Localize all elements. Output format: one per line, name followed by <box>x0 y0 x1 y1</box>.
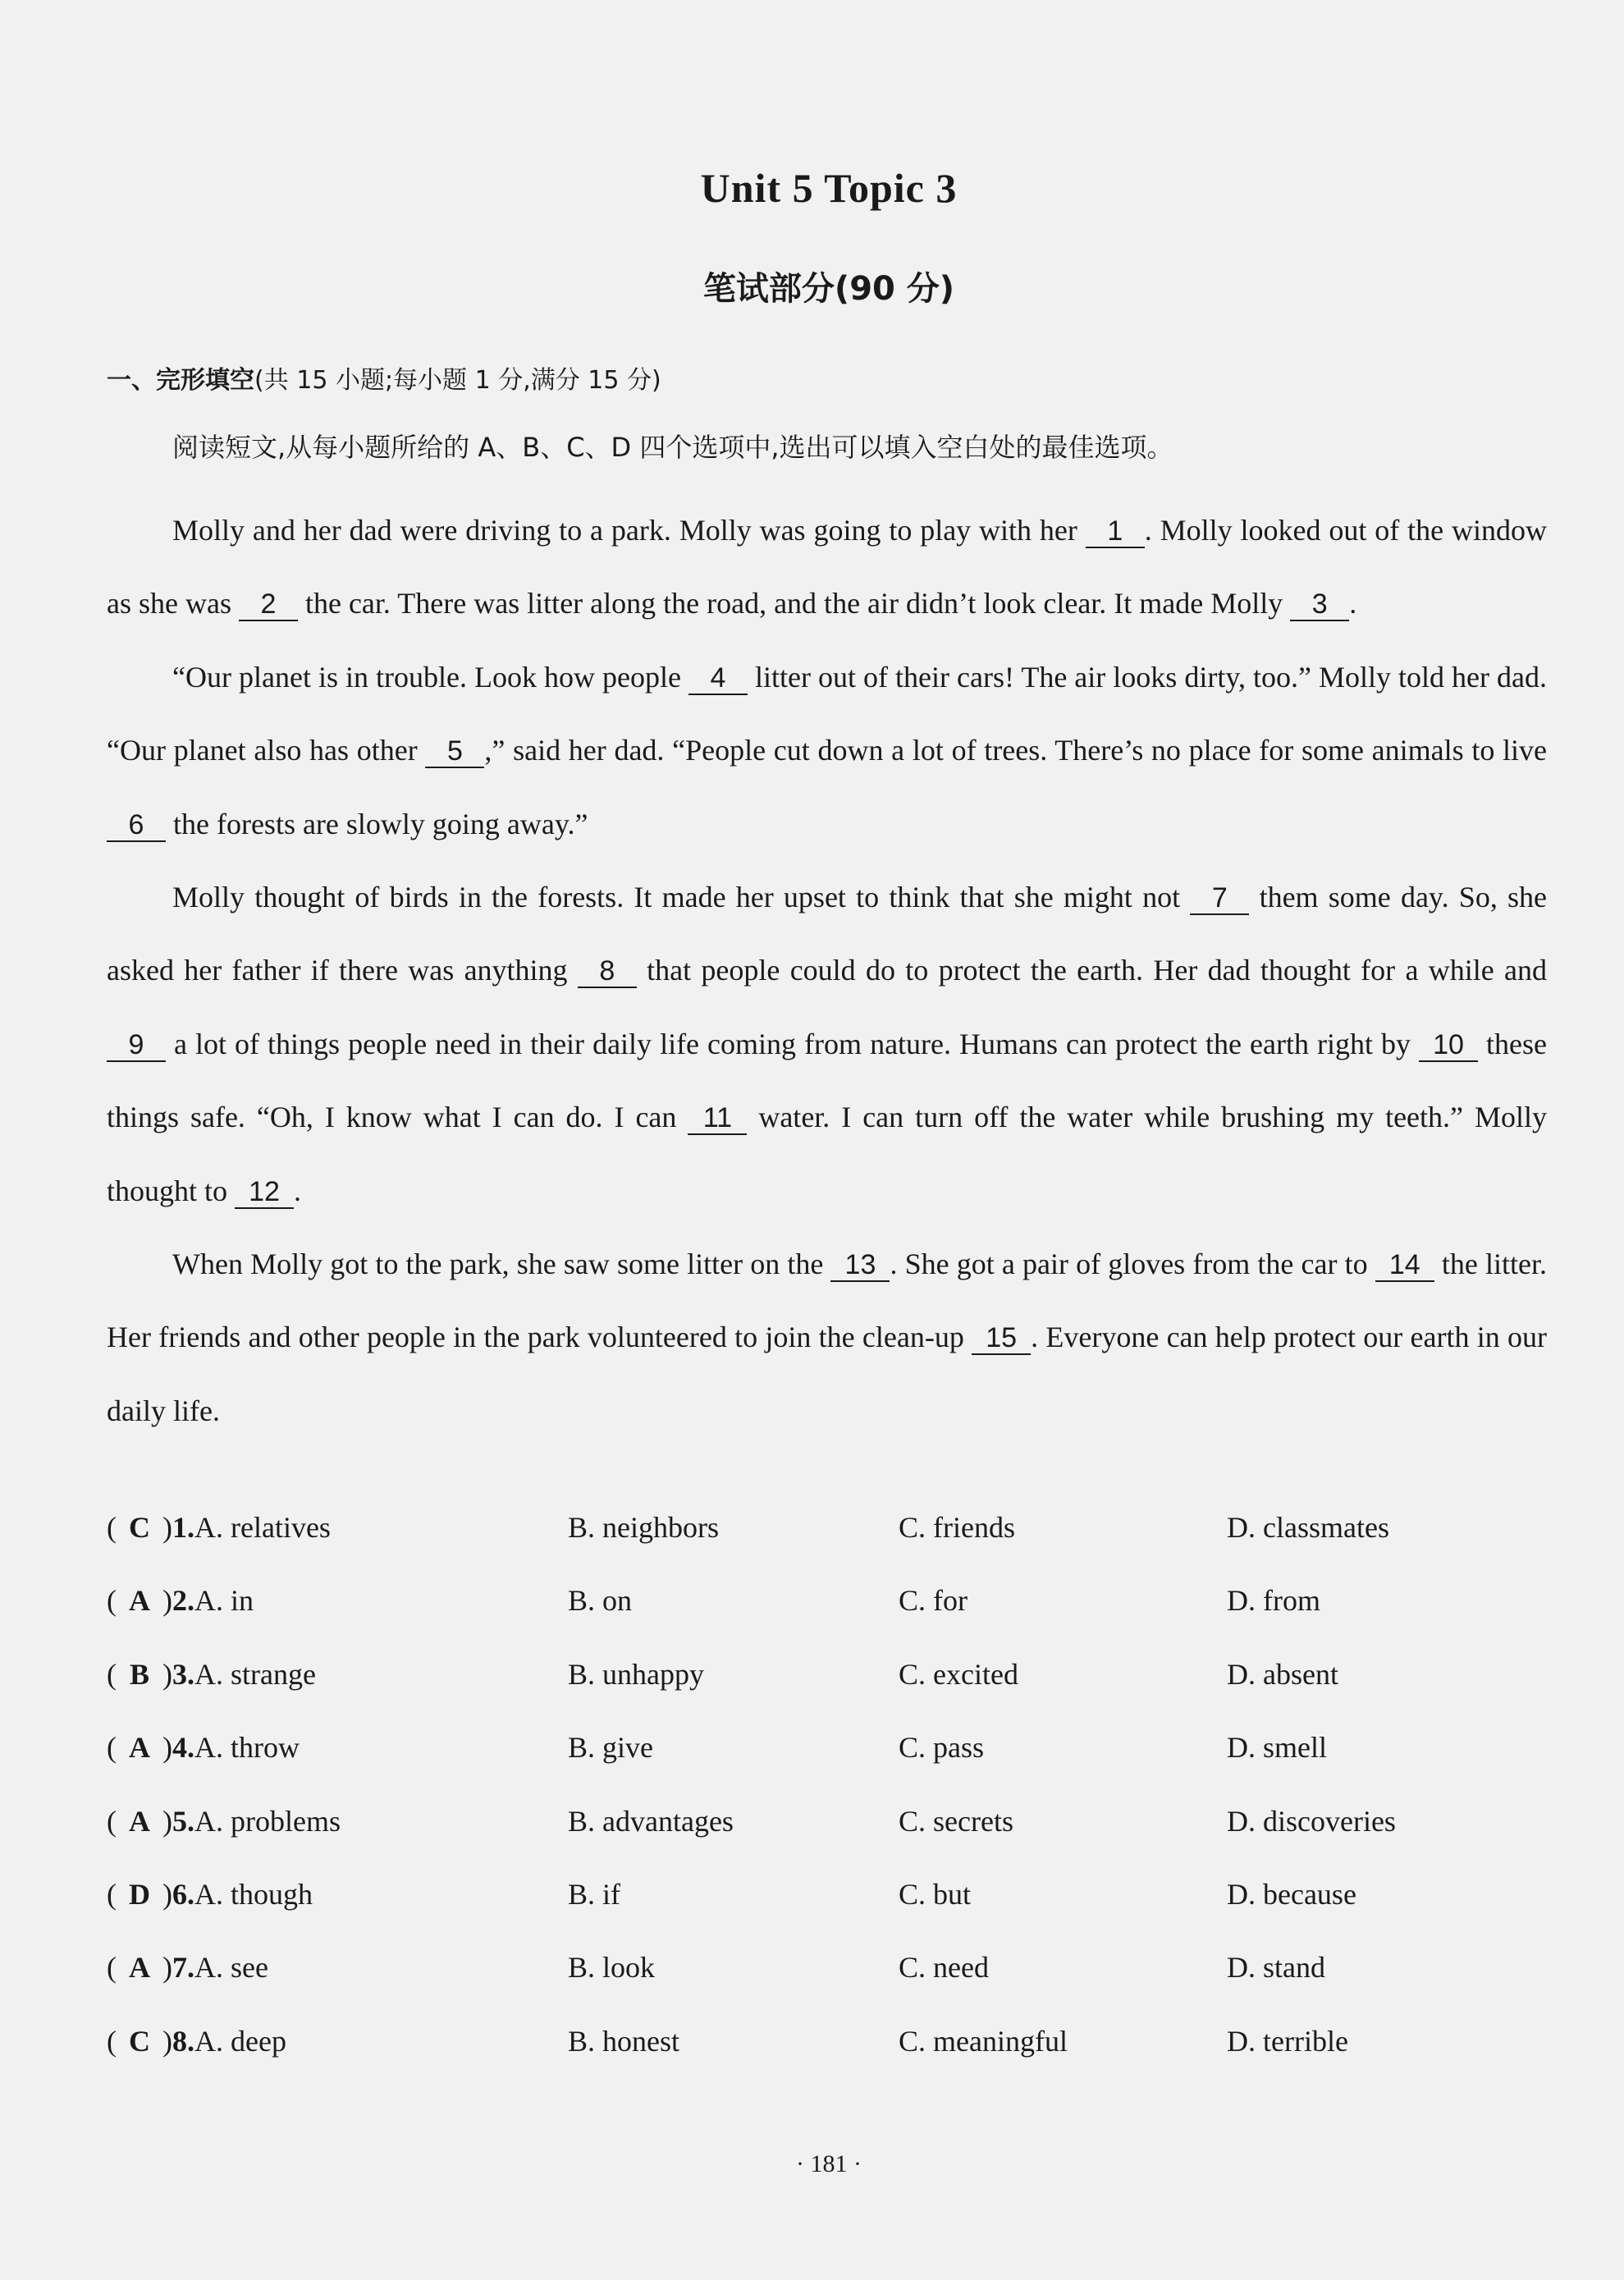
passage-text: Molly thought of birds in the forests. It made her upset to think that she might not <box>172 881 1191 914</box>
option-d: D. because <box>1227 1877 1356 1911</box>
question-row <box>107 1877 1547 1950</box>
answer-letter: D <box>129 1877 150 1911</box>
option-b: B. look <box>568 1951 656 1985</box>
passage-paragraph-1 <box>107 494 1547 641</box>
option-d: D. discoveries <box>1227 1804 1396 1838</box>
passage-text: . Everyone can help protect our earth in our daily life. <box>107 1321 1547 1427</box>
question-answer: ( A )4.A. throw <box>107 1731 300 1765</box>
option-b: B. advantages <box>568 1804 734 1838</box>
option-a: A. in <box>194 1584 254 1618</box>
option-a: A. problems <box>194 1804 341 1838</box>
blank-7: 7 <box>1190 882 1249 915</box>
option-d: D. absent <box>1227 1657 1338 1691</box>
option-b: B. unhappy <box>568 1657 704 1691</box>
option-a: A. see <box>194 1951 268 1985</box>
option-c: C. excited <box>899 1657 1018 1691</box>
blank-15: 15 <box>972 1322 1031 1355</box>
passage-text: “Our planet is in trouble. Look how people <box>172 660 688 694</box>
question-row <box>107 1583 1547 1656</box>
section-heading-label: 一、完形填空 <box>107 366 254 395</box>
question-number: 6. <box>172 1877 194 1911</box>
question-row <box>107 1657 1547 1730</box>
question-answer: ( B )3.A. strange <box>107 1657 316 1691</box>
blank-6: 6 <box>107 809 166 842</box>
question-row <box>107 1730 1547 1803</box>
passage-text: . <box>1349 587 1357 620</box>
answer-options <box>107 1510 1547 2097</box>
question-answer: ( A )5.A. problems <box>107 1804 341 1838</box>
section-heading <box>107 359 661 396</box>
option-a: A. relatives <box>194 1511 331 1544</box>
cloze-passage <box>107 494 1547 1448</box>
question-number: 5. <box>172 1804 194 1838</box>
blank-8: 8 <box>578 955 637 988</box>
option-d: D. stand <box>1227 1951 1325 1985</box>
question-answer: ( A )2.A. in <box>107 1584 254 1618</box>
passage-text: Molly and her dad were driving to a park. Molly was going to play with her <box>172 514 1086 547</box>
question-row <box>107 1804 1547 1877</box>
answer-letter: A <box>129 1731 150 1765</box>
question-row <box>107 1950 1547 2023</box>
question-row <box>107 1510 1547 1583</box>
passage-text: . She got a pair of gloves from the car to <box>890 1248 1375 1281</box>
option-c: C. friends <box>899 1511 1015 1544</box>
option-d: D. classmates <box>1227 1511 1389 1544</box>
question-number: 1. <box>172 1511 194 1544</box>
blank-9: 9 <box>107 1029 166 1062</box>
passage-text: the car. There was litter along the road, and the air didn’t look clear. It made Molly <box>297 587 1291 620</box>
question-answer: ( D )6.A. though <box>107 1877 313 1911</box>
option-c: C. pass <box>899 1731 985 1765</box>
page-title: Unit 5 Topic 3 <box>700 165 958 211</box>
question-answer: ( C )1.A. relatives <box>107 1511 331 1544</box>
blank-14: 14 <box>1375 1249 1434 1282</box>
answer-letter: A <box>129 1584 150 1618</box>
passage-text: . Molly looked out of the window as she was <box>107 514 1547 620</box>
option-b: B. if <box>568 1877 621 1911</box>
answer-letter: C <box>129 2024 150 2058</box>
passage-text: the forests are slowly going away.” <box>166 807 588 840</box>
passage-text: a lot of things people need in their daily life coming from nature. Humans can protect the earth right by <box>166 1027 1419 1060</box>
option-b: B. on <box>568 1584 633 1618</box>
question-answer: ( C )8.A. deep <box>107 2024 286 2058</box>
blank-13: 13 <box>830 1249 890 1282</box>
passage-text: . <box>294 1174 302 1207</box>
option-c: C. need <box>899 1951 989 1985</box>
question-number: 3. <box>172 1657 194 1691</box>
answer-letter: A <box>129 1804 150 1838</box>
question-number: 2. <box>172 1584 194 1618</box>
passage-text: that people could do to protect the earth. Her dad thought for a while and <box>636 954 1547 987</box>
passage-text: ,” said her dad. “People cut down a lot of trees. There’s no place for some animals to live <box>484 734 1548 767</box>
answer-letter: A <box>129 1951 150 1985</box>
blank-3: 3 <box>1290 588 1349 621</box>
option-b: B. honest <box>568 2024 680 2058</box>
passage-text: them some day. So, she asked her father if there was anything <box>107 881 1548 987</box>
answer-letter: B <box>129 1657 149 1691</box>
option-c: C. but <box>899 1877 972 1911</box>
option-a: A. deep <box>194 2024 286 2058</box>
option-c: C. meaningful <box>899 2024 1068 2058</box>
passage-text: the litter. Her friends and other people in the park volunteered to join the clean-up <box>107 1248 1548 1354</box>
blank-2: 2 <box>239 588 298 621</box>
question-number: 7. <box>172 1951 194 1985</box>
section-heading-detail: (共 15 小题;每小题 1 分,满分 15 分) <box>254 366 661 395</box>
option-a: A. strange <box>194 1657 316 1691</box>
passage-paragraph-3 <box>107 861 1547 1228</box>
passage-paragraph-2 <box>107 641 1547 861</box>
blank-10: 10 <box>1419 1029 1478 1062</box>
blank-1: 1 <box>1086 515 1145 548</box>
blank-12: 12 <box>235 1176 294 1209</box>
blank-5: 5 <box>425 735 484 768</box>
question-row <box>107 2024 1547 2097</box>
passage-paragraph-4 <box>107 1228 1547 1448</box>
passage-text: When Molly got to the park, she saw some litter on the <box>172 1248 831 1281</box>
option-c: C. secrets <box>899 1804 1013 1838</box>
option-b: B. give <box>568 1731 653 1765</box>
option-d: D. terrible <box>1227 2024 1348 2058</box>
blank-11: 11 <box>688 1102 747 1135</box>
question-answer: ( A )7.A. see <box>107 1951 268 1985</box>
option-a: A. throw <box>194 1731 300 1765</box>
passage-text: water. I can turn off the water while brushing my teeth.” Molly thought to <box>107 1101 1547 1207</box>
option-d: D. from <box>1227 1584 1320 1618</box>
passage-text: these things safe. “Oh, I know what I can do. I can <box>107 1027 1547 1134</box>
option-c: C. for <box>899 1584 968 1618</box>
page-subtitle: 笔试部分(90 分) <box>702 270 955 308</box>
question-number: 8. <box>172 2024 194 2058</box>
page-number: · 181 · <box>796 2150 862 2177</box>
section-instructions: 阅读短文,从每小题所给的 A、B、C、D 四个选项中,选出可以填入空白处的最佳选项。 <box>172 432 1173 463</box>
question-number: 4. <box>172 1731 194 1765</box>
answer-letter: C <box>129 1511 150 1544</box>
option-a: A. though <box>194 1877 313 1911</box>
option-d: D. smell <box>1227 1731 1327 1765</box>
passage-text: litter out of their cars! The air looks dirty, too.” Molly told her dad. “Our planet also has other <box>107 660 1548 767</box>
option-b: B. neighbors <box>568 1511 719 1544</box>
blank-4: 4 <box>688 662 748 695</box>
